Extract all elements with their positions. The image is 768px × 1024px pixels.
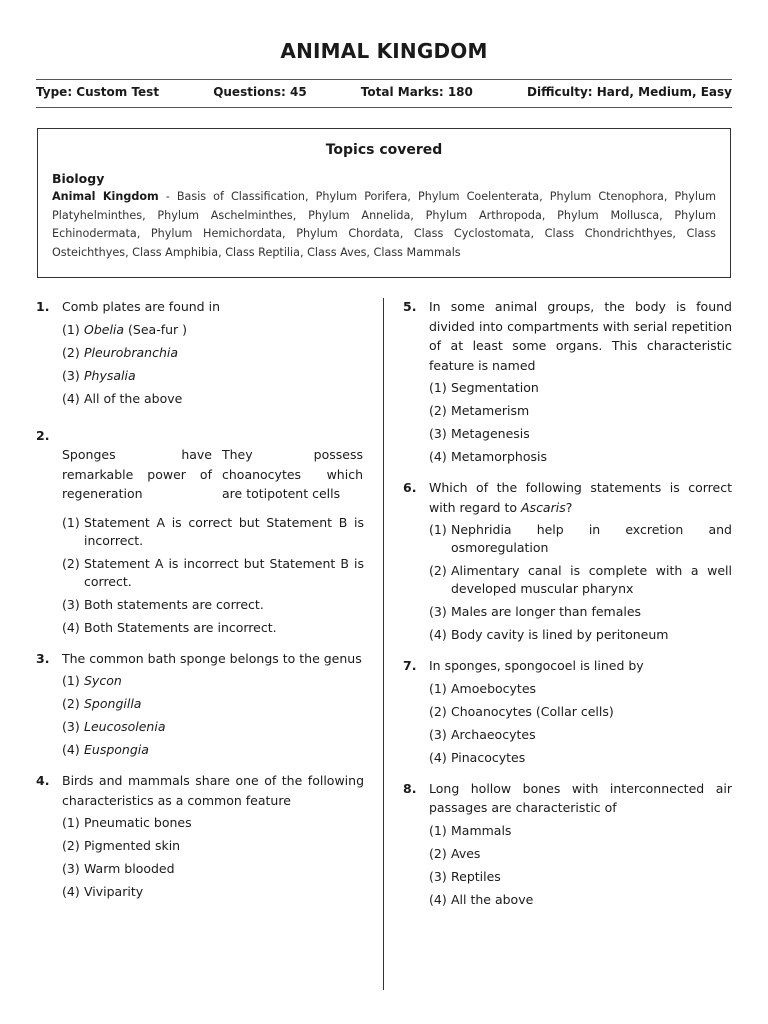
option[interactable] [429,562,732,598]
option-number: (1) [62,673,80,688]
topics-separator: - [158,190,177,203]
option[interactable] [62,555,364,591]
question-8 [403,779,732,909]
option-text: Obelia (Sea-fur ) [84,321,188,337]
option-number: (3) [62,367,80,383]
question-text: Birds and mammals share one of the following characteristics as a common feature [62,773,364,808]
question-number: 4. [36,773,50,788]
page-title: ANIMAL KINGDOM [280,39,488,63]
option-text: Mammals [451,822,512,838]
option[interactable] [429,891,732,909]
option[interactable] [429,626,732,644]
question-text: The common bath sponge belongs to the genus [62,650,362,666]
statement-a: Sponges have remarkable power of regeneration [62,447,212,501]
option-number: (1) [429,380,447,395]
option[interactable] [62,695,364,713]
option-text: Viviparity [84,884,144,899]
option[interactable] [429,521,732,557]
option-number: (4) [429,749,447,765]
question-number: 1. [36,299,50,314]
question-number: 6. [403,480,417,495]
question-number: 7. [403,658,417,673]
option-text: Amoebocytes [451,680,537,696]
option[interactable] [62,514,364,550]
option[interactable] [429,379,732,397]
option[interactable] [62,814,364,832]
option-number: (2) [429,703,447,719]
chapter-name: Animal Kingdom [52,190,159,203]
option[interactable] [429,703,732,721]
difficulty: Difficulty: Hard, Medium, Easy [527,85,732,99]
question-number: 2. [36,427,50,443]
option-text: Body cavity is lined by peritoneum [451,627,669,642]
option-number: (2) [429,845,447,861]
question-text: Long hollow bones with interconnected air passages are characteristic of [429,780,732,815]
option-number: (3) [429,726,447,742]
topics-items: Basis of Classification, Phylum Porifera, Phylum Coelenterata, Phylum Ctenophora, Phylum Platyhelminthes, Phylum Aschelminthes, Phylum Annelida, Phylum Arthropoda, Phylum Mollusca, Phylum Echinodermata, Phylum Hemichordata, Phylum Chordata, Class Cyclostomata, Class Chondrichthyes, Class Osteichthyes, Class Amphibia, Class Reptilia, Class Aves, Class Mammals [52,190,717,259]
option-number: (2) [62,555,80,571]
option[interactable] [62,837,364,855]
question-count: Questions: 45 [213,85,307,99]
question-7 [403,656,732,767]
option-number: (4) [429,449,447,464]
option-number: (4) [62,884,80,899]
option[interactable] [62,619,364,637]
test-meta-bar [36,85,732,99]
question-number: 8. [403,780,417,796]
topics-heading: Topics covered [325,142,443,158]
option-text: Choanocytes (Collar cells) [451,703,614,719]
option[interactable] [429,448,732,466]
option-number: (4) [429,891,447,907]
option[interactable] [62,672,364,690]
option-number: (3) [429,868,447,884]
option-number: (2) [429,563,447,578]
header-rule-top [36,79,732,80]
option-number: (2) [62,344,80,360]
option[interactable] [62,344,364,362]
option[interactable] [62,741,364,759]
option-text: Pneumatic bones [84,815,192,830]
option-text: Euspongia [84,742,149,757]
test-type: Type: Custom Test [36,85,160,99]
option-number: (2) [429,403,447,418]
total-marks: Total Marks: 180 [360,85,473,99]
question-4 [36,771,364,901]
option-text: Sycon [84,673,122,688]
option[interactable] [62,718,364,736]
option-text: Statement A is correct but Statement B is incorrect. [84,514,364,548]
option[interactable] [429,845,732,863]
option-number: (1) [429,680,447,696]
option-number: (1) [429,822,447,838]
question-3 [36,649,364,760]
option-text: Pleurobranchia [84,344,178,360]
option-number: (1) [62,815,80,830]
option-number: (1) [429,522,447,537]
option-text: Aves [451,845,481,861]
option-text: Spongilla [84,696,142,711]
option-text: Pinacocytes [451,749,526,765]
header-rule-bottom [36,107,732,108]
option-text: Both statements are correct. [84,596,264,612]
option-text: Both Statements are incorrect. [84,619,277,635]
option-number: (3) [62,596,80,612]
option-text: All of the above [84,390,183,406]
option[interactable] [62,883,364,901]
option-text: Warm blooded [84,861,175,876]
statement-b: They possess choanocytes which are totipotent cells [222,447,363,501]
option-text: Physalia [84,367,136,383]
option-number: (3) [429,426,447,441]
option-text: All the above [451,891,534,907]
option[interactable] [429,425,732,443]
option-text: Pigmented skin [84,838,181,853]
option-text: Metagenesis [451,426,530,441]
option[interactable] [429,749,732,767]
option-number: (2) [62,838,80,853]
option-number: (4) [62,742,80,757]
option[interactable] [62,596,364,614]
option-number: (3) [62,861,80,876]
option-text: Statement A is incorrect but Statement B is correct. [84,555,364,589]
question-text: In sponges, spongocoel is lined by [429,658,644,673]
option-text: Archaeocytes [451,726,536,742]
question-text: In some animal groups, the body is found divided into compartments with serial repetition of at least some organs. This characteristic feature is named [429,299,732,373]
right-column [403,297,732,921]
option[interactable] [429,822,732,840]
option-number: (4) [429,627,447,642]
option-number: (3) [429,604,447,619]
option-text: Metamorphosis [451,449,548,464]
option-text: Leucosolenia [84,719,166,734]
question-6 [403,478,732,644]
option-text: Alimentary canal is complete with a well developed muscular pharynx [451,563,732,596]
option[interactable] [62,860,364,878]
option-number: (1) [62,321,80,337]
question-text: Which of the following statements is correct with regard to Ascaris? [429,480,732,515]
question-number: 5. [403,299,417,314]
option-number: (4) [62,619,80,635]
question-5 [403,297,732,466]
option-number: (3) [62,719,80,734]
statement-pair [62,445,364,504]
option-number: (1) [62,514,80,530]
option-text: Reptiles [451,868,501,884]
topics-covered-box [37,128,731,278]
option-number: (2) [62,696,80,711]
left-column [36,297,364,913]
option[interactable] [62,321,364,339]
question-2 [36,426,364,637]
option[interactable] [429,402,732,420]
subject-label: Biology [52,171,105,186]
question-1 [36,297,364,408]
column-divider [383,298,384,990]
option[interactable] [62,367,364,385]
option-text: Nephridia help in excretion and osmoregulation [451,522,732,555]
option[interactable] [429,603,732,621]
option[interactable] [429,868,732,886]
option-number: (4) [62,390,80,406]
option-text: Segmentation [451,380,539,395]
option[interactable] [429,680,732,698]
question-number: 3. [36,650,50,666]
option[interactable] [62,390,364,408]
option-text: Males are longer than females [451,604,642,619]
topics-list [52,188,716,262]
option-text: Metamerism [451,403,530,418]
option[interactable] [429,726,732,744]
question-text: Comb plates are found in [62,299,220,314]
